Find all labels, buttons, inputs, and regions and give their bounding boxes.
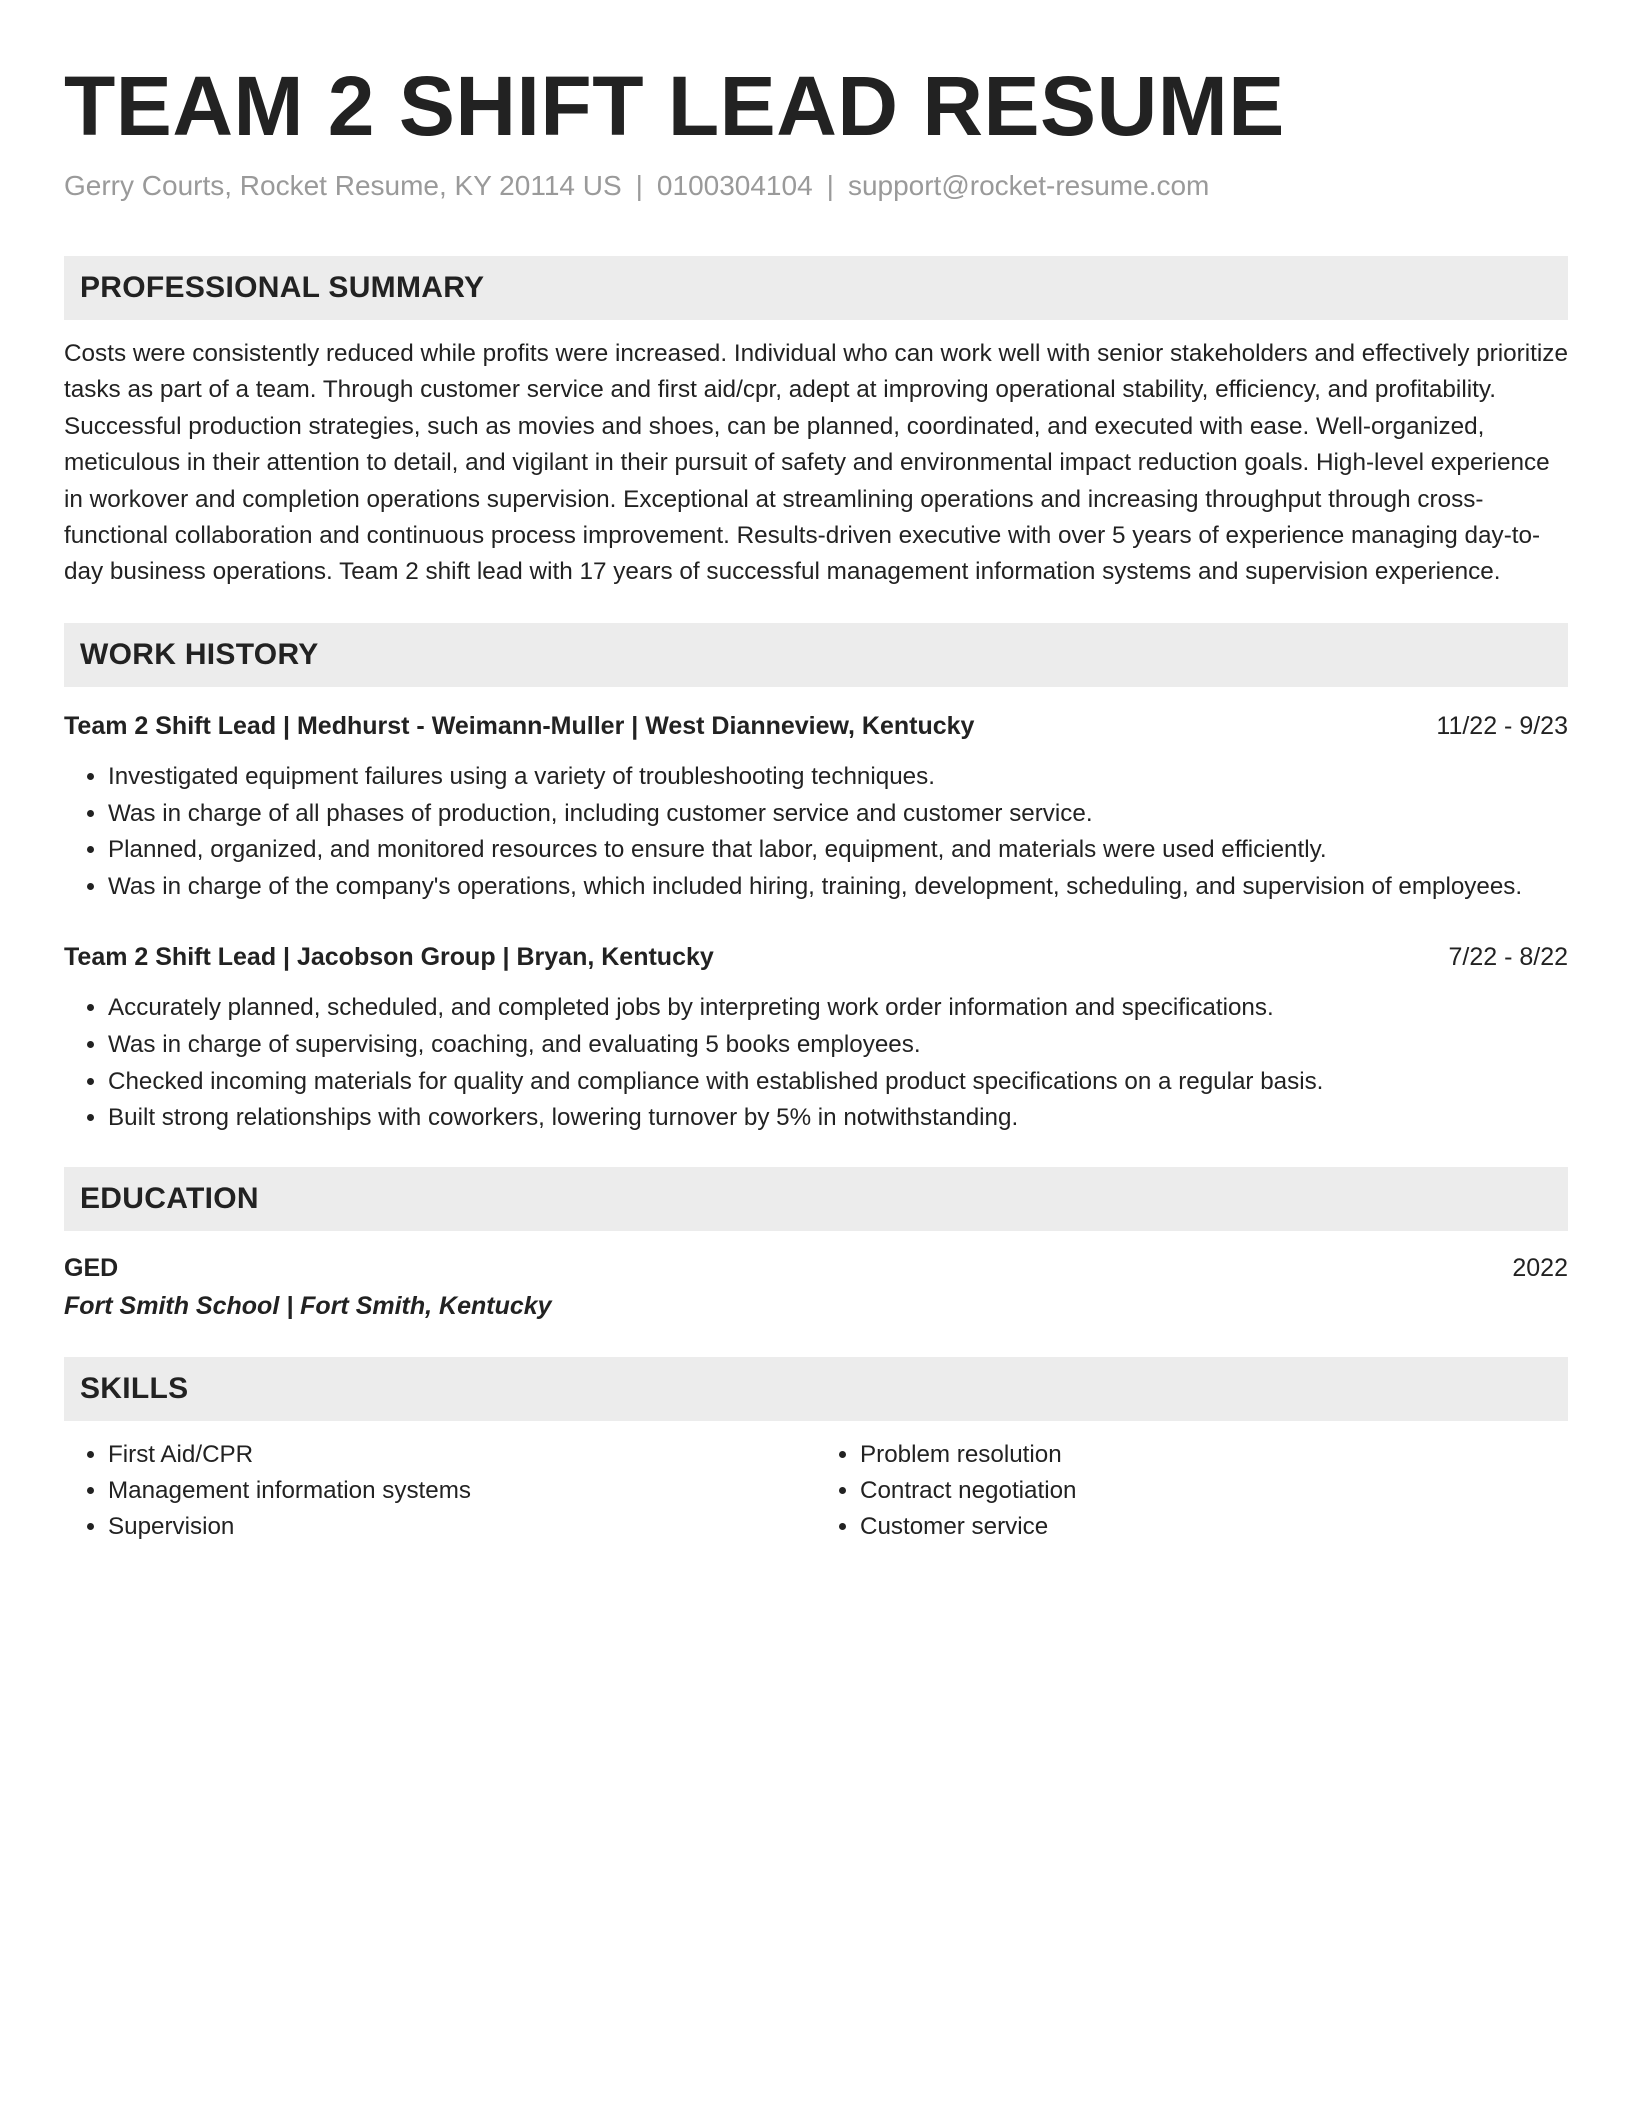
skills-grid (64, 1437, 1568, 1545)
skill-item: • Management information systems (108, 1473, 816, 1509)
job-bullet: • Investigated equipment failures using a variety of troubleshooting techniques. (108, 759, 1568, 796)
job-bullets (64, 759, 1568, 906)
contact-phone: 0100304104 (656, 170, 813, 201)
job-header (64, 709, 1568, 743)
skills-section-header (64, 1357, 1568, 1421)
skills-column-right (816, 1437, 1568, 1545)
job-header (64, 940, 1568, 974)
skill-item: • Contract negotiation (860, 1473, 1568, 1509)
job-title: Team 2 Shift Lead | Medhurst - Weimann-Muller | West Dianneview, Kentucky (64, 711, 975, 740)
job-bullet: • Checked incoming materials for quality and compliance with established product specifications on a regular basis. (108, 1064, 1568, 1101)
job-bullet: • Was in charge of all phases of production, including customer service and customer service. (108, 796, 1568, 833)
work-heading: WORK HISTORY (80, 637, 319, 671)
job-bullet: • Was in charge of the company's operations, which included hiring, training, development, scheduling, and supervision of employees. (108, 869, 1568, 906)
skill-item: • Customer service (860, 1509, 1568, 1545)
education-heading: EDUCATION (80, 1182, 259, 1216)
education-header (64, 1251, 1568, 1285)
job-bullet: • Planned, organized, and monitored resources to ensure that labor, equipment, and materials were used efficiently. (108, 832, 1568, 869)
contact-separator: | (826, 170, 834, 201)
job-dates: 7/22 - 8/22 (1448, 943, 1568, 972)
job-bullet: • Was in charge of supervising, coaching, and evaluating 5 books employees. (108, 1027, 1568, 1064)
skills-column-left (64, 1437, 816, 1545)
skill-item: • Problem resolution (860, 1437, 1568, 1473)
contact-address: Gerry Courts, Rocket Resume, KY 20114 US (64, 170, 622, 201)
education-year: 2022 (1512, 1254, 1568, 1283)
summary-text: Costs were consistently reduced while profits were increased. Individual who can work well with senior stakeholders and effectively prioritize tasks as part of a team. Through customer service and first aid/cpr, adept at improving operational stability, efficiency, and profitability. Successful production strategies, such as movies and shoes, can be planned, coordinated, and executed with ease. Well-organized, meticulous in their attention to detail, and vigilant in their pursuit of safety and environmental impact reduction goals. High-level experience in workover and completion operations supervision. Exceptional at streamlining operations and increasing throughput through cross-functional collaboration and continuous process improvement. Results-driven executive with over 5 years of experience managing day-to-day business operations. Team 2 shift lead with 17 years of successful management information systems and supervision experience. (64, 340, 1568, 586)
job-bullet: • Accurately planned, scheduled, and completed jobs by interpreting work order information and specifications. (108, 990, 1568, 1027)
skill-item: • First Aid/CPR (108, 1437, 816, 1473)
page-title: TEAM 2 SHIFT LEAD RESUME (64, 59, 1285, 153)
education-degree: GED (64, 1254, 119, 1283)
work-section-header (64, 623, 1568, 687)
skills-list (816, 1437, 1568, 1545)
job-bullets (64, 990, 1568, 1137)
contact-separator: | (635, 170, 643, 201)
skills-list (64, 1437, 816, 1545)
job-dates: 11/22 - 9/23 (1436, 711, 1568, 740)
skills-heading: SKILLS (80, 1372, 189, 1406)
job-entry (64, 709, 1568, 906)
skill-item: • Supervision (108, 1509, 816, 1545)
summary-section-header (64, 256, 1568, 320)
job-title: Team 2 Shift Lead | Jacobson Group | Bryan, Kentucky (64, 943, 714, 972)
contact-line (64, 168, 1568, 204)
education-section-header (64, 1167, 1568, 1231)
summary-heading: PROFESSIONAL SUMMARY (80, 271, 485, 304)
job-entry (64, 940, 1568, 1137)
education-school: Fort Smith School | Fort Smith, Kentucky (64, 1292, 552, 1321)
job-bullet: • Built strong relationships with coworkers, lowering turnover by 5% in notwithstanding. (108, 1100, 1568, 1137)
contact-email: support@rocket-resume.com (847, 170, 1210, 201)
